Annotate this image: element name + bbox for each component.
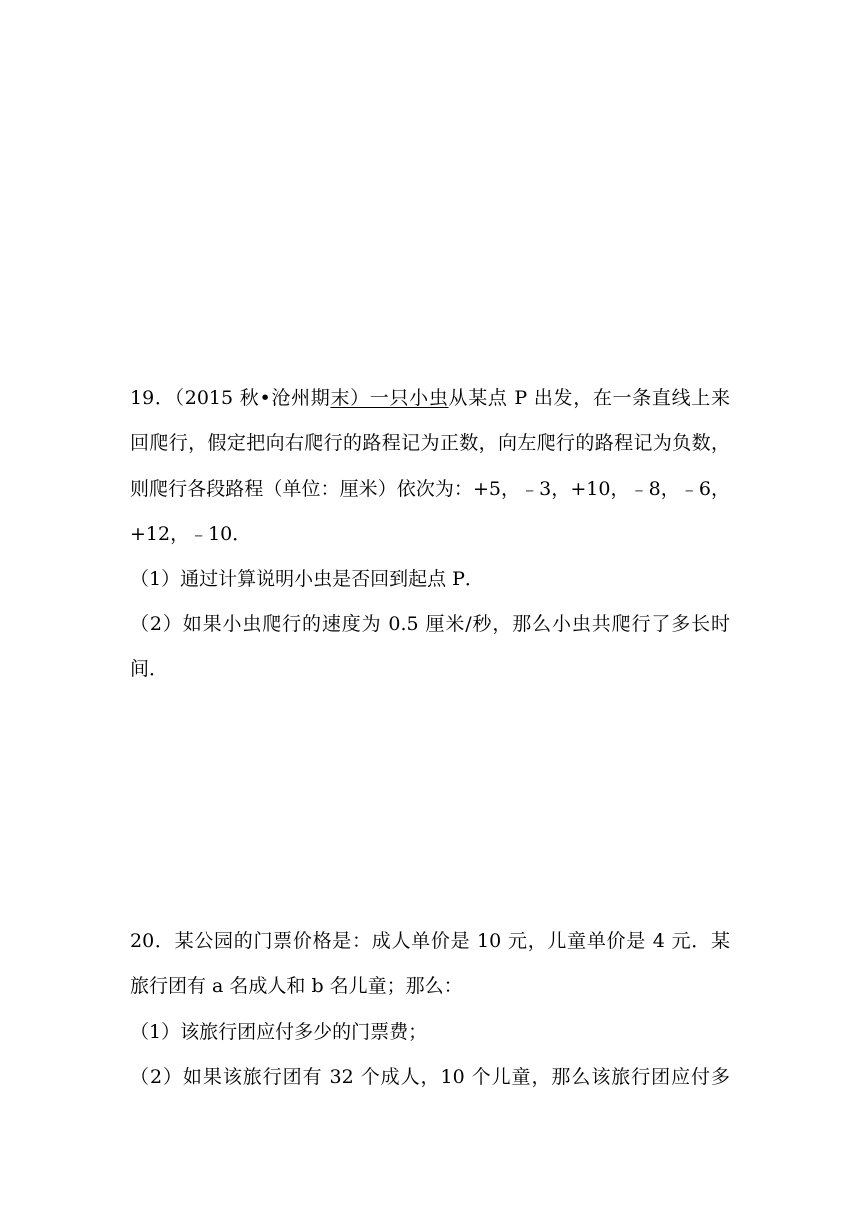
q19-part-2-line-1: （2）如果小虫爬行的速度为 0.5 厘米/秒，那么小虫共爬行了多长时: [130, 613, 730, 635]
q19-line-2: 回爬行，假定把向右爬行的路程记为正数，向左爬行的路程记为负数，: [130, 432, 730, 454]
q19-source: （2015 秋•沧州期: [174, 387, 331, 409]
q20-line-2: 旅行团有 a 名成人和 b 名儿童；那么：: [130, 975, 463, 997]
q19-source-underlined: 末）一只小虫: [330, 387, 449, 409]
q20-part-2: （2）如果该旅行团有 32 个成人，10 个儿童，那么该旅行团应付多: [130, 1066, 730, 1088]
q20-part-1: （1）该旅行团应付多少的门票费；: [130, 1021, 428, 1043]
q19-line-1-rest: 从某点 P 出发，在一条直线上来: [448, 387, 730, 409]
q19-part-1: （1）通过计算说明小虫是否回到起点 P．: [130, 568, 484, 590]
q19-number: 19．: [130, 387, 175, 409]
q19-line-4: +12，﹣10．: [130, 523, 252, 545]
q20-line-1: 20．某公园的门票价格是：成人单价是 10 元，儿童单价是 4 元．某: [130, 930, 730, 952]
q19-part-2-line-2: 间．: [130, 658, 169, 680]
q19-line-3: 则爬行各段路程（单位：厘米）依次为：+5，﹣3，+10，﹣8，﹣6，: [130, 478, 730, 500]
q19-line-1: [130, 386, 730, 410]
